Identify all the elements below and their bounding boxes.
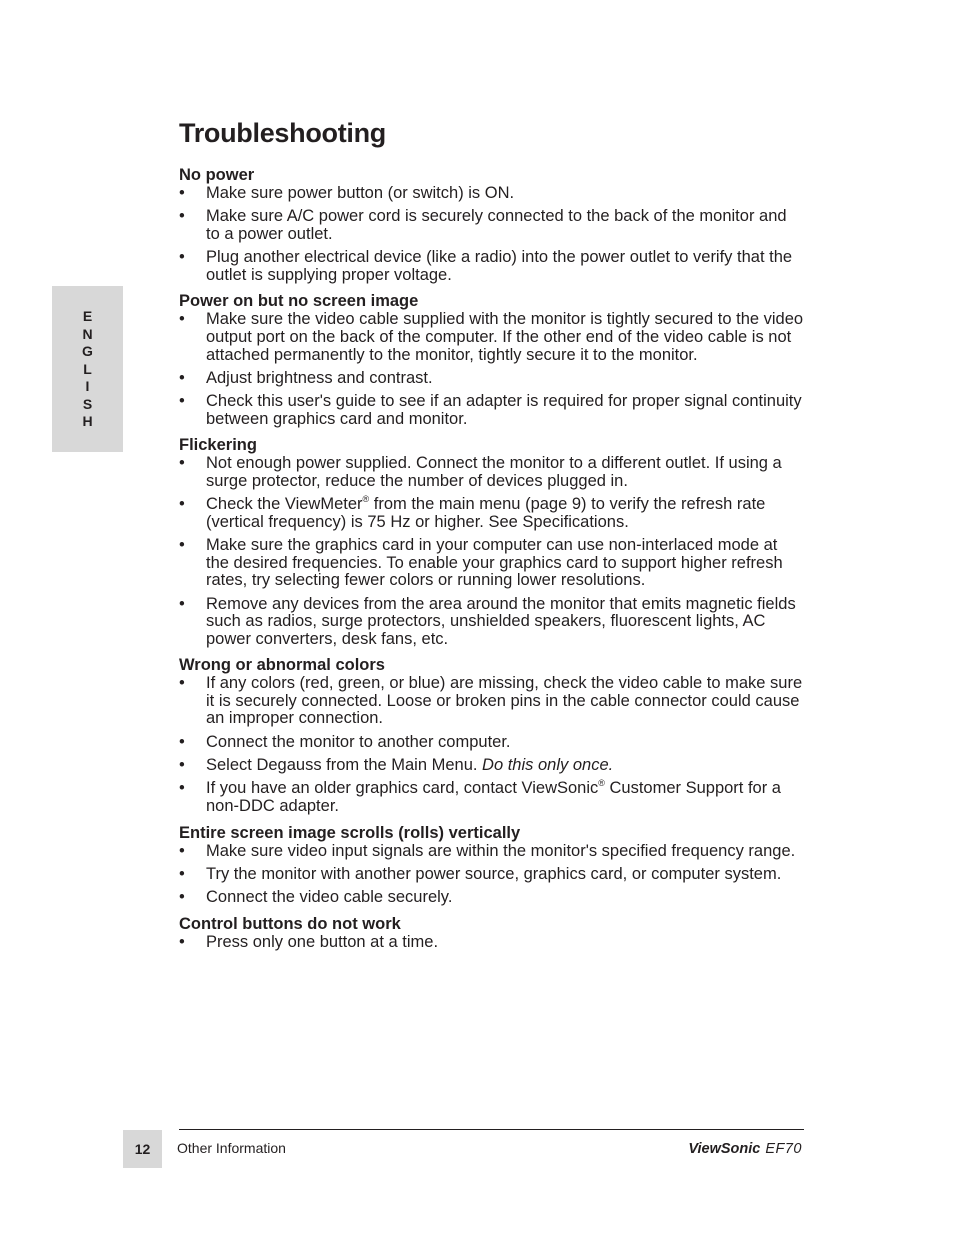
bullet-list — [179, 843, 804, 907]
bullet-item — [179, 208, 804, 243]
bullet-list — [179, 675, 804, 815]
troubleshooting-section — [179, 914, 804, 952]
language-letter: E — [82, 308, 93, 324]
language-label — [52, 308, 123, 431]
troubleshooting-section — [179, 435, 804, 648]
footer-divider — [179, 1129, 804, 1130]
bullet-text: Connect the monitor to another computer. — [206, 732, 511, 751]
section-heading: No power — [179, 166, 255, 184]
bullet-text: Make sure the video cable supplied with the monitor is tightly secured to the video output port on the back of the computer. If the other end of the video cable is not attached permanently to the monitor, tightly secure it to the monitor. — [206, 310, 804, 364]
registered-mark: ® — [362, 493, 370, 504]
bullet-text: Press only one button at a time. — [206, 932, 439, 951]
footer-brand — [688, 1141, 802, 1157]
bullet-text: Adjust brightness and contrast. — [206, 368, 433, 387]
bullet-text: Try the monitor with another power source, graphics card, or computer system. — [206, 864, 782, 883]
troubleshooting-section — [179, 655, 804, 815]
bullet-list — [179, 185, 804, 284]
bullet-text: Select Degauss from the Main Menu. — [206, 756, 483, 775]
bullet-text-continued: Customer Support for a non-DDC adapter. — [206, 779, 781, 815]
page-number: 12 — [123, 1130, 162, 1168]
troubleshooting-section — [179, 291, 804, 428]
bullet-item — [179, 934, 804, 952]
bullet-item — [179, 866, 804, 884]
bullet-item — [179, 370, 804, 388]
language-letter: G — [82, 343, 93, 359]
bullet-item — [179, 596, 804, 649]
bullet-text: If any colors (red, green, or blue) are missing, check the video cable to make sure it is securely connected. Loose or broken pins in the cable connector could cause an improper connection. — [206, 674, 803, 728]
language-letter: N — [82, 325, 93, 342]
bullet-item — [179, 493, 804, 531]
language-side-tab — [52, 286, 123, 452]
footer-section-name: Other Information — [177, 1140, 286, 1156]
bullet-text: Check this user's guide to see if an adapter is required for proper signal continuity between graphics card and monitor. — [206, 392, 802, 428]
bullet-text: Plug another electrical device (like a radio) into the power outlet to verify that the outlet is supplying proper voltage. — [206, 248, 793, 284]
bullet-text: Connect the video cable securely. — [206, 888, 453, 907]
bullet-list — [179, 934, 804, 952]
bullet-text: Make sure the graphics card in your computer can use non-interlaced mode at the desired frequencies. To enable your graphics card to support higher refresh rates, try selecting fewer colors or running lower resolutions. — [206, 536, 783, 590]
bullet-list — [179, 455, 804, 648]
section-heading: Power on but no screen image — [179, 292, 419, 311]
registered-mark: ® — [598, 777, 605, 788]
language-letter: H — [82, 413, 93, 429]
section-heading: Control buttons do not work — [179, 914, 401, 933]
language-letter: S — [82, 395, 93, 412]
bullet-text-continued: from the main menu (page 9) to verify the refresh rate (vertical frequency) is 75 Hz or higher. See Specifications. — [206, 495, 766, 531]
section-heading: Wrong or abnormal colors — [179, 656, 385, 675]
section-heading: Flickering — [179, 436, 257, 455]
troubleshooting-section — [179, 165, 804, 284]
bullet-text: Check the ViewMeter — [206, 495, 363, 514]
bullet-item — [179, 185, 804, 203]
bullet-emphasis: Do this only once. — [482, 756, 614, 775]
bullet-item — [179, 455, 804, 490]
bullet-text: Remove any devices from the area around the monitor that emits magnetic fields such as radios, surge protectors, unshielded speakers, fluorescent lights, AC power converters, desk fans, etc. — [206, 594, 796, 648]
bullet-item — [179, 249, 804, 284]
bullet-text: If you have an older graphics card, contact ViewSonic — [206, 779, 599, 798]
language-letter: L — [83, 360, 92, 377]
bullet-item — [179, 777, 804, 815]
bullet-item — [179, 393, 804, 428]
page-title: Troubleshooting — [179, 118, 386, 148]
bullet-item — [179, 675, 804, 728]
page-content — [179, 112, 804, 958]
model-name: EF70 — [765, 1141, 802, 1157]
bullet-text: Make sure power button (or switch) is ON. — [206, 184, 515, 202]
bullet-text: Make sure video input signals are within the monitor's specified frequency range. — [206, 841, 796, 860]
brand-name: ViewSonic — [688, 1141, 761, 1157]
bullet-item — [179, 889, 804, 907]
bullet-text: Not enough power supplied. Connect the monitor to a different outlet. If using a surge protector, reduce the number of devices plugged in. — [206, 454, 782, 490]
bullet-item — [179, 537, 804, 590]
bullet-item — [179, 311, 804, 364]
troubleshooting-section — [179, 823, 804, 907]
bullet-item — [179, 734, 804, 752]
language-letter: I — [85, 378, 90, 394]
bullet-item — [179, 757, 804, 775]
bullet-text: Make sure A/C power cord is securely connected to the back of the monitor and to a power outlet. — [206, 207, 787, 243]
bullet-list — [179, 311, 804, 428]
bullet-item — [179, 843, 804, 861]
section-heading: Entire screen image scrolls (rolls) vertically — [179, 823, 521, 842]
troubleshooting-sections — [179, 165, 804, 951]
